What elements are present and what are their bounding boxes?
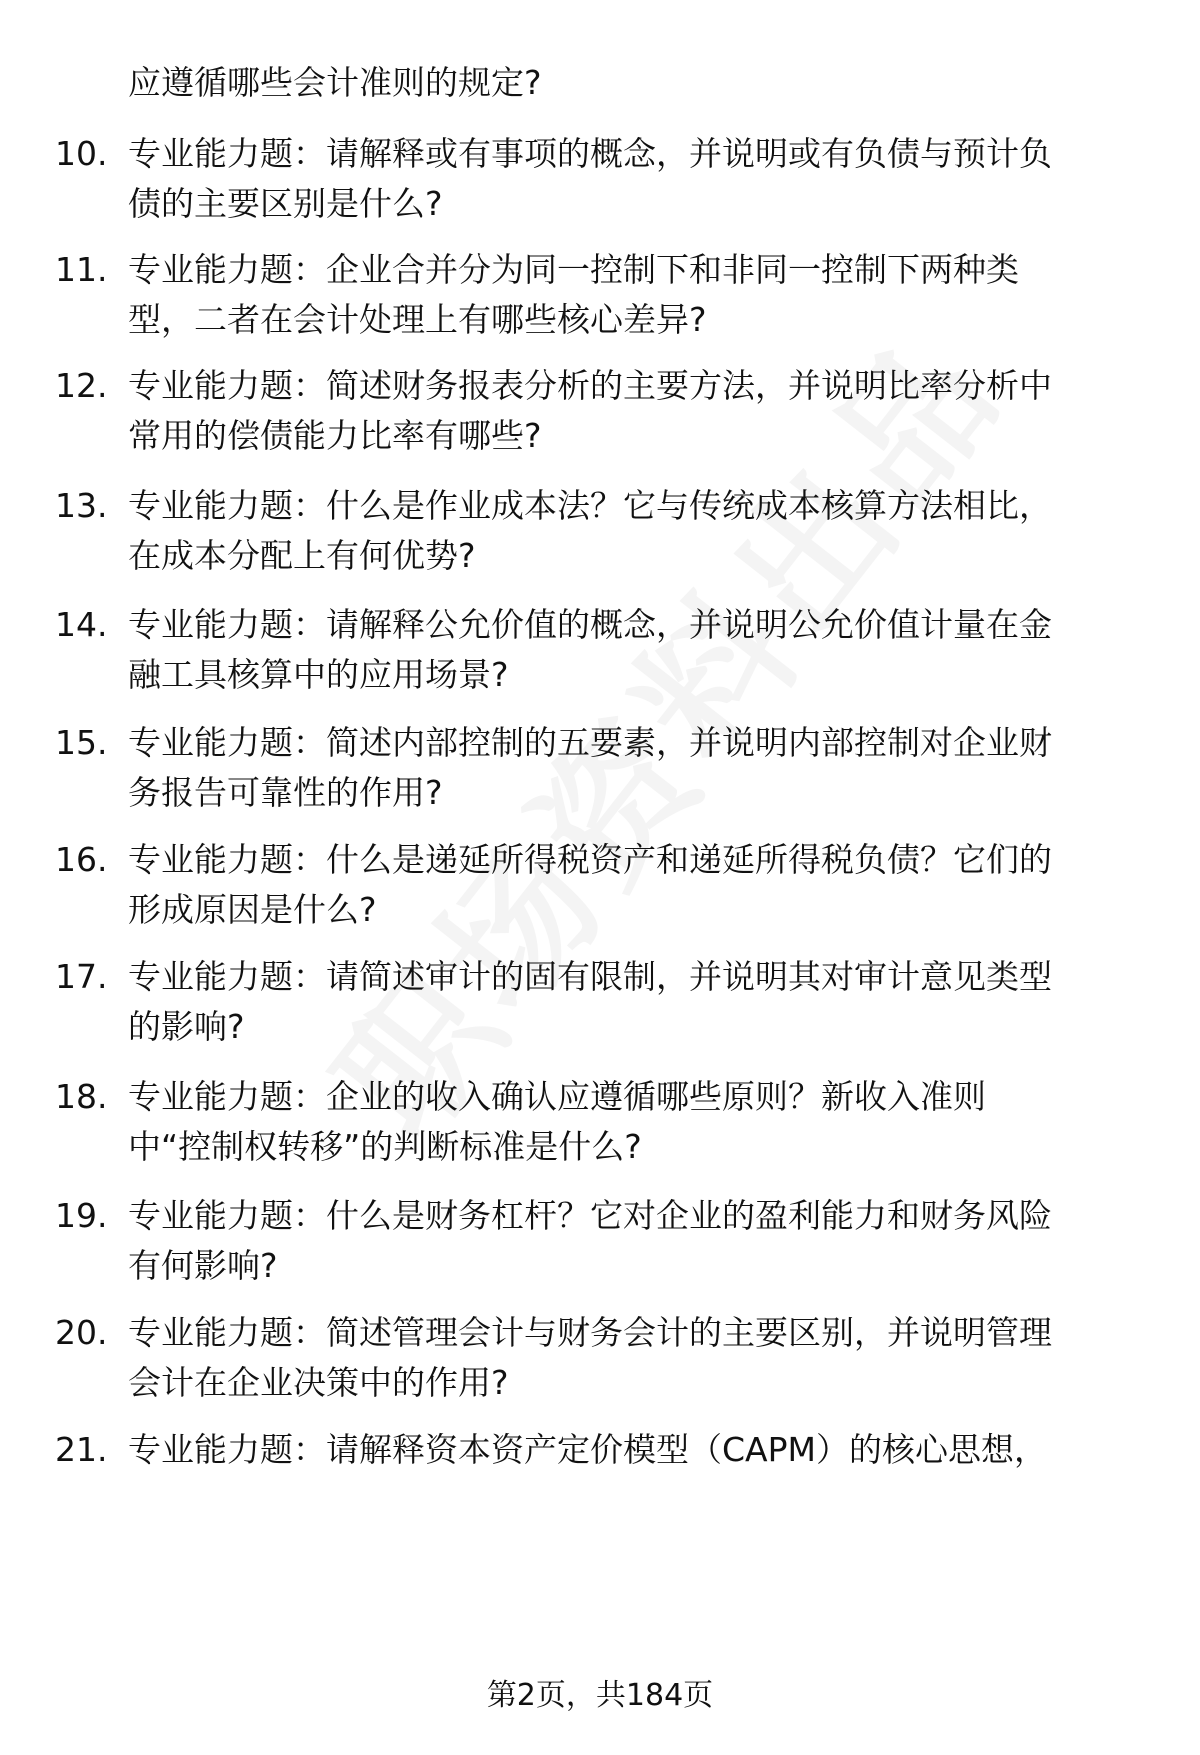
question-text <box>128 245 1148 345</box>
question-number: 12. <box>55 366 108 405</box>
question-number: 11. <box>55 250 108 289</box>
question-number: 20. <box>55 1313 108 1352</box>
question-line: 债的主要区别是什么? <box>128 184 443 223</box>
question-text <box>128 600 1148 700</box>
question-line: 型，二者在会计处理上有哪些核心差异? <box>128 300 707 339</box>
question-text <box>128 129 1148 229</box>
question-line: 有何影响? <box>128 1246 278 1285</box>
question-line: 务报告可靠性的作用? <box>128 773 443 812</box>
question-text <box>128 1308 1148 1408</box>
question-line: 中“控制权转移”的判断标准是什么? <box>128 1127 642 1166</box>
question-number: 18. <box>55 1077 108 1116</box>
question-line: 常用的偿债能力比率有哪些? <box>128 416 542 455</box>
question-text <box>128 1425 1148 1475</box>
question-line: 的影响? <box>128 1007 245 1046</box>
question-number: 17. <box>55 957 108 996</box>
question-number: 16. <box>55 840 108 879</box>
question-line: 专业能力题：什么是递延所得税资产和递延所得税负债？它们的 <box>128 840 1052 879</box>
question-text <box>128 952 1148 1052</box>
question-text <box>128 718 1148 818</box>
question-line: 专业能力题：请解释公允价值的概念，并说明公允价值计量在金 <box>128 605 1052 644</box>
question-line: 专业能力题：请解释资本资产定价模型（CAPM）的核心思想， <box>128 1430 1047 1469</box>
question-line: 专业能力题：企业的收入确认应遵循哪些原则？新收入准则 <box>128 1077 986 1116</box>
question-line: 专业能力题：企业合并分为同一控制下和非同一控制下两种类 <box>128 250 1019 289</box>
question-line: 专业能力题：什么是财务杠杆？它对企业的盈利能力和财务风险 <box>128 1196 1052 1235</box>
question-line: 专业能力题：简述管理会计与财务会计的主要区别，并说明管理 <box>128 1313 1052 1352</box>
question-number: 14. <box>55 605 108 644</box>
question-line: 专业能力题：请解释或有事项的概念，并说明或有负债与预计负 <box>128 134 1052 173</box>
continued-question-text: 应遵循哪些会计准则的规定? <box>128 63 542 102</box>
question-line: 形成原因是什么? <box>128 890 377 929</box>
question-line: 专业能力题：请简述审计的固有限制，并说明其对审计意见类型 <box>128 957 1052 996</box>
question-text <box>128 835 1148 935</box>
question-number: 15. <box>55 723 108 762</box>
question-number: 13. <box>55 486 108 525</box>
question-number: 10. <box>55 134 108 173</box>
question-number: 19. <box>55 1196 108 1235</box>
question-line: 融工具核算中的应用场景? <box>128 655 509 694</box>
question-line: 专业能力题：什么是作业成本法？它与传统成本核算方法相比， <box>128 486 1052 525</box>
question-text <box>128 1072 1148 1172</box>
question-line: 在成本分配上有何优势? <box>128 536 476 575</box>
page-number-footer: 第2页，共184页 <box>486 1678 714 1713</box>
question-line: 会计在企业决策中的作用? <box>128 1363 509 1402</box>
question-text <box>128 1191 1148 1291</box>
question-line: 专业能力题：简述财务报表分析的主要方法，并说明比率分析中 <box>128 366 1052 405</box>
question-line: 专业能力题：简述内部控制的五要素，并说明内部控制对企业财 <box>128 723 1052 762</box>
question-text <box>128 481 1148 581</box>
question-number: 21. <box>55 1430 108 1469</box>
question-text <box>128 361 1148 461</box>
